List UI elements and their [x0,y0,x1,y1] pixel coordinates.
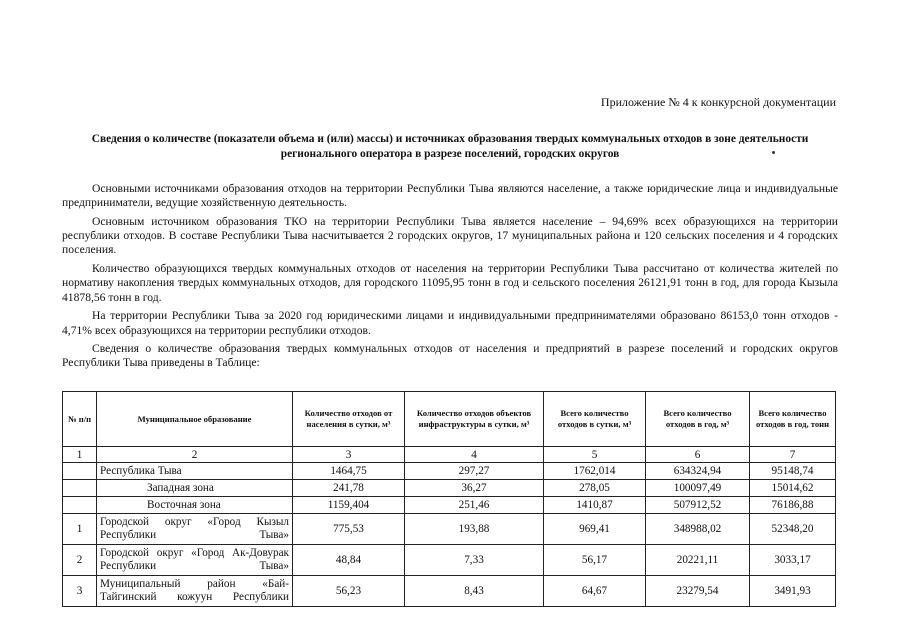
paragraph-4: На территории Республики Тыва за 2020 год юридическими лицами и индивидуальными предпринимателями образовано 86153,0 тонн отходов - 4,71% всех образующихся на территории республики отходов. [62,309,838,337]
row-c5: 64,67 [544,576,646,607]
row-c7: 52348,20 [750,514,836,545]
table-index-row [63,447,836,463]
index-cell: 7 [750,447,836,463]
row-name: Западная зона [97,480,293,497]
paragraph-3: Количество образующихся твердых коммунальных отходов от населения на территории Республики Тыва рассчитано от количества жителей по нормативу накопления твердых коммунальных отходов, для городского 11095,95 тонн в год и сельского поселения 26121,91 тонн в год, для города Кызыла 41878,56 тонн в год. [62,262,838,304]
row-name: Муниципальный район «Бай-Тайгинский кожуун Республики [97,576,293,607]
row-c6: 634324,94 [646,463,750,480]
index-cell: 5 [544,447,646,463]
table-row [63,480,836,497]
row-c3: 56,23 [293,576,405,607]
scan-dot [772,151,775,154]
header-col4: Количество отходов объектов инфраструктуры в сутки, м³ [405,392,544,447]
row-c6: 20221,11 [646,545,750,576]
header-municipality: Муниципальное образование [97,392,293,447]
row-num: 1 [63,514,97,545]
document-title: Сведения о количестве (показатели объема и (или) массы) и источниках образования твердых коммунальных отходов в зоне деятельности регионального оператора в разрезе поселений, городских округов [91,133,809,160]
header-col6: Всего количество отходов в год, м³ [646,392,750,447]
appendix-caption: Приложение № 4 к конкурсной документации [600,95,836,109]
row-name: Восточная зона [97,497,293,514]
row-c7: 3033,17 [750,545,836,576]
paragraph-5: Сведения о количестве образования твердых коммунальных отходов от населения и предприятий в разрезе поселений и городских округов Республики Тыва приведены в Таблице: [62,342,838,370]
header-num: № п/п [63,392,97,447]
waste-table-container [62,391,835,607]
index-cell: 1 [63,447,97,463]
index-cell: 4 [405,447,544,463]
paragraph-2: Основным источником образования ТКО на территории Республики Тыва является население – 94,69% всех образующихся на территории республики отходов. В составе Республики Тыва насчитывается 2 городских округов, 17 муниципальных района и 120 сельских поселения и 4 городских поселения. [62,214,838,257]
table-row [63,463,836,480]
header-col5: Всего количество отходов в сутки, м³ [544,392,646,447]
row-name: Городской округ «Город Кызыл Республики Тыва» [97,514,293,545]
row-name: Республика Тыва [97,463,293,480]
table-row [63,545,836,576]
row-c7: 15014,62 [750,480,836,497]
table-header-row [63,392,836,447]
row-c5: 278,05 [544,480,646,497]
row-c4: 36,27 [405,480,544,497]
row-c3: 48,84 [293,545,405,576]
table-row [63,497,836,514]
row-c4: 7,33 [405,545,544,576]
row-name: Городской округ «Город Ак-Довурак Республики Тыва» [97,545,293,576]
row-c4: 297,27 [405,463,544,480]
row-num [63,480,97,497]
row-c6: 507912,52 [646,497,750,514]
row-num [63,497,97,514]
table-row [63,576,836,607]
table-row [63,514,836,545]
row-num: 3 [63,576,97,607]
header-col3: Количество отходов от населения в сутки, м³ [293,392,405,447]
row-c6: 100097,49 [646,480,750,497]
row-c4: 8,43 [405,576,544,607]
row-c3: 1159,404 [293,497,405,514]
index-cell: 6 [646,447,750,463]
row-c7: 3491,93 [750,576,836,607]
index-cell: 2 [97,447,293,463]
row-c3: 1464,75 [293,463,405,480]
row-c4: 193,88 [405,514,544,545]
index-cell: 3 [293,447,405,463]
row-c5: 969,41 [544,514,646,545]
row-c5: 1762,014 [544,463,646,480]
row-c6: 348988,02 [646,514,750,545]
row-num: 2 [63,545,97,576]
header-col7: Всего количество отходов в год, тонн [750,392,836,447]
row-c3: 775,53 [293,514,405,545]
row-c4: 251,46 [405,497,544,514]
row-c5: 56,17 [544,545,646,576]
waste-table [62,391,836,607]
row-c5: 1410,87 [544,497,646,514]
row-c3: 241,78 [293,480,405,497]
row-num [63,463,97,480]
row-c7: 95148,74 [750,463,836,480]
paragraph-1: Основными источниками образования отходов на территории Республики Тыва являются население, а также юридические лица и индивидуальные предприниматели, ведущие хозяйственную деятельность. [62,182,838,210]
row-c6: 23279,54 [646,576,750,607]
body-text [62,182,838,375]
row-c7: 76186,88 [750,497,836,514]
